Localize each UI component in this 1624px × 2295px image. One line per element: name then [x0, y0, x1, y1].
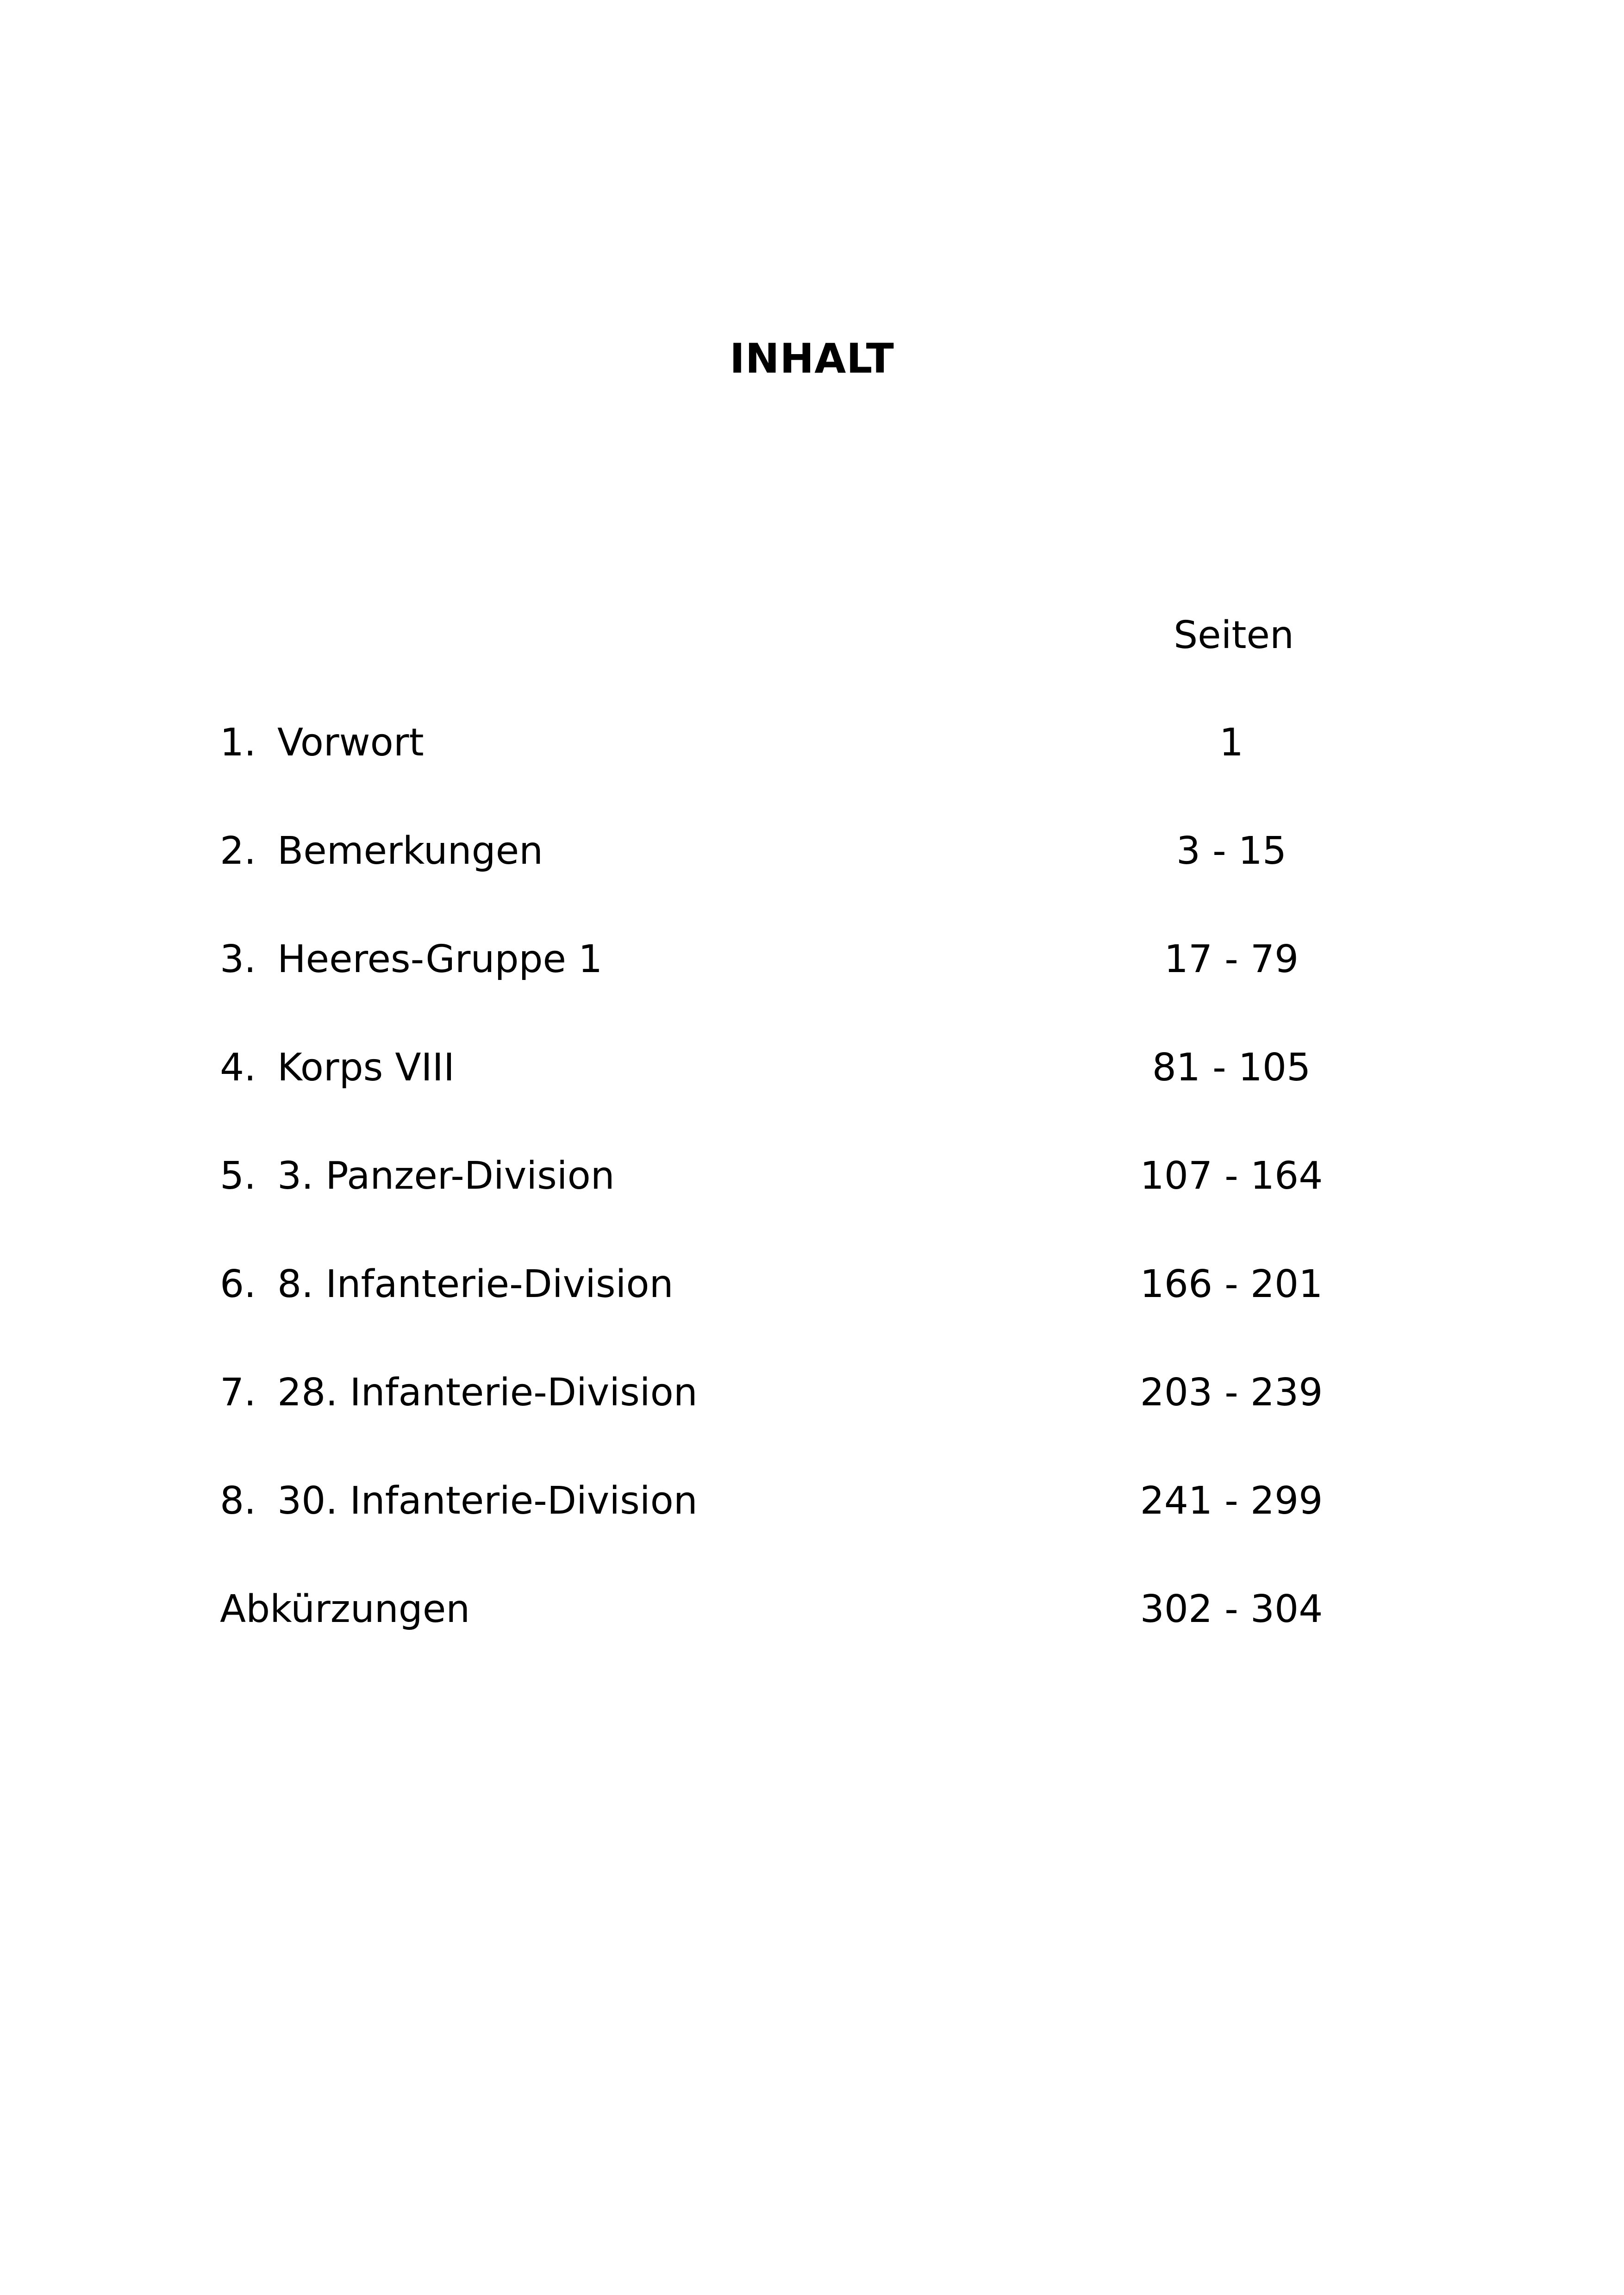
- toc-entry-label: [220, 1259, 674, 1310]
- page-title: INHALT: [730, 335, 894, 382]
- toc-entry-pages: 241 - 299: [1140, 1479, 1323, 1523]
- toc-entry-heeres-gruppe: [0, 934, 1624, 985]
- toc-entry-30-infanterie-division: [0, 1476, 1624, 1527]
- toc-entry-label: [220, 1042, 455, 1093]
- toc-entry-8-infanterie-division: [0, 1259, 1624, 1310]
- toc-entry-pages: 17 - 79: [1164, 937, 1299, 981]
- toc-entry-pages: 107 - 164: [1140, 1154, 1323, 1198]
- toc-entry-pages: 302 - 304: [1140, 1587, 1323, 1631]
- toc-entry-abkuerzungen: [0, 1584, 1624, 1635]
- toc-entry-label: [220, 1151, 615, 1202]
- toc-entry-28-infanterie-division: [0, 1367, 1624, 1418]
- toc-entry-pages: 1: [1219, 721, 1244, 765]
- toc-entry-label: [220, 826, 543, 877]
- toc-entry-label: [220, 934, 602, 985]
- toc-entry-number: 3.: [220, 937, 256, 981]
- toc-entry-pages: 166 - 201: [1140, 1262, 1323, 1306]
- toc-entry-number: 8.: [220, 1479, 256, 1523]
- toc-entry-title: Vorwort: [277, 721, 424, 765]
- toc-entry-pages: 81 - 105: [1152, 1046, 1311, 1090]
- toc-entry-title: 30. Infanterie-Division: [277, 1479, 698, 1523]
- toc-entry-number: 6.: [220, 1262, 256, 1306]
- toc-entry-bemerkungen: [0, 826, 1624, 877]
- toc-entry-title: Korps VIII: [277, 1046, 455, 1090]
- toc-entry-number: 7.: [220, 1371, 256, 1415]
- toc-entry-label: [220, 1584, 470, 1635]
- toc-entry-label: [220, 1476, 698, 1527]
- toc-entry-korps: [0, 1042, 1624, 1093]
- toc-entry-title: 28. Infanterie-Division: [277, 1371, 698, 1415]
- pages-column-header: Seiten: [1174, 613, 1294, 657]
- toc-entry-number: 2.: [220, 829, 256, 873]
- toc-entry-pages: 3 - 15: [1176, 829, 1287, 873]
- toc-entry-number: 5.: [220, 1154, 256, 1198]
- toc-entry-pages: 203 - 239: [1140, 1371, 1323, 1415]
- toc-entry-title: Heeres-Gruppe 1: [277, 937, 603, 981]
- toc-entry-title: 3. Panzer-Division: [277, 1154, 615, 1198]
- toc-entry-label: [220, 717, 424, 768]
- toc-entry-panzer-division: [0, 1151, 1624, 1202]
- toc-entry-title: Bemerkungen: [277, 829, 543, 873]
- toc-entry-number: 1.: [220, 721, 256, 765]
- toc-entry-label: [220, 1367, 698, 1418]
- toc-entry-vorwort: [0, 717, 1624, 768]
- toc-entry-number: 4.: [220, 1046, 256, 1090]
- toc-entry-title: Abkürzungen: [220, 1587, 470, 1631]
- toc-entry-title: 8. Infanterie-Division: [277, 1262, 674, 1306]
